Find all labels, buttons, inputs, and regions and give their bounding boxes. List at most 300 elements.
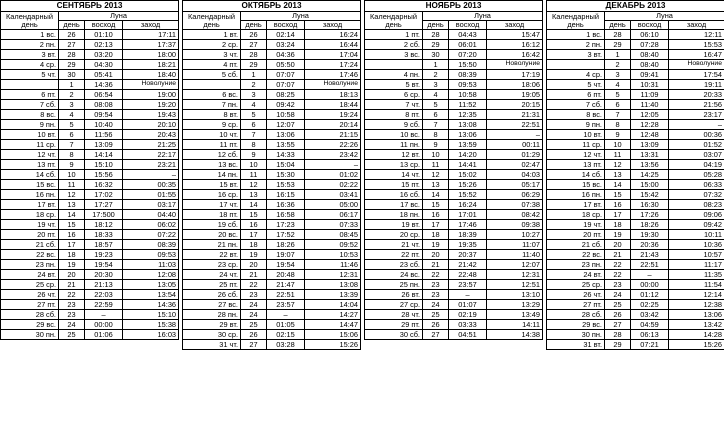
calendar-day: 26 чт. — [547, 290, 605, 300]
table-row — [365, 260, 543, 270]
month-title: ДЕКАБРЬ 2013 — [547, 1, 724, 12]
calendar-day: 4 пт. — [183, 60, 241, 70]
moonset-time: 13:49 — [487, 310, 543, 320]
lunar-day: 16 — [605, 200, 631, 210]
lunar-day: 13 — [241, 190, 267, 200]
moonrise-time: 10:58 — [267, 110, 305, 120]
calendar-day: 7 сб. — [1, 100, 59, 110]
lunar-day: 28 — [605, 330, 631, 340]
moon-day-header: день — [605, 21, 631, 30]
lunar-day: 25 — [605, 300, 631, 310]
moonset-time: – — [305, 160, 361, 170]
moonrise-time: 08:25 — [267, 90, 305, 100]
moonset-time: – — [123, 170, 179, 180]
lunar-day: 29 — [605, 340, 631, 350]
calendar-day: 27 вс. — [183, 300, 241, 310]
calendar-day: 7 чт. — [365, 100, 423, 110]
moonrise-time: – — [267, 310, 305, 320]
moonset-time: 02:47 — [487, 160, 543, 170]
moonset-time: 11:03 — [123, 260, 179, 270]
day-header: Календарный день — [1, 12, 59, 30]
moonrise-time: 09:53 — [449, 80, 487, 90]
calendar-day: 22 вс. — [1, 250, 59, 260]
lunar-day: 3 — [241, 90, 267, 100]
moonrise-time: 02:13 — [85, 40, 123, 50]
table-row — [183, 60, 361, 70]
moonrise-time: – — [449, 290, 487, 300]
lunar-day: 27 — [241, 340, 267, 350]
table-row — [1, 290, 179, 300]
calendar-day: 8 пт. — [365, 110, 423, 120]
lunar-day: 27 — [423, 330, 449, 340]
lunar-day: 8 — [605, 120, 631, 130]
moonrise-time: 10:58 — [449, 90, 487, 100]
moonrise-time: 07:21 — [631, 340, 669, 350]
lunar-day: 21 — [59, 280, 85, 290]
day-header: Календарный день — [547, 12, 605, 30]
moonset-time: 19:43 — [123, 110, 179, 120]
moonrise-time: – — [85, 310, 123, 320]
calendar-day: 19 чт. — [547, 220, 605, 230]
moonset-time: 08:39 — [123, 240, 179, 250]
calendar-day: 6 пт. — [547, 90, 605, 100]
lunar-day: 24 — [59, 320, 85, 330]
lunar-day: 8 — [241, 140, 267, 150]
moonrise-time: 17:23 — [267, 220, 305, 230]
calendar-day: 19 чт. — [1, 220, 59, 230]
moonrise-time: 05:41 — [85, 70, 123, 80]
moonset-time: 00:35 — [123, 180, 179, 190]
moonset-time: 07:22 — [123, 230, 179, 240]
moonset-time: 13:05 — [123, 280, 179, 290]
table-row — [365, 140, 543, 150]
moonset-time: 23:21 — [123, 160, 179, 170]
calendar-day: 4 ср. — [1, 60, 59, 70]
table-row — [183, 250, 361, 260]
lunar-day: 4 — [241, 100, 267, 110]
moonset-time: 17:24 — [305, 60, 361, 70]
calendar-day: 24 вт. — [1, 270, 59, 280]
calendar-day: 3 вт. — [547, 50, 605, 60]
table-row — [1, 320, 179, 330]
day-header: Календарный день — [183, 12, 241, 30]
table-row — [547, 90, 724, 100]
moonrise-time: 12:28 — [631, 120, 669, 130]
calendar-day: 4 ср. — [547, 70, 605, 80]
table-row — [365, 330, 543, 340]
lunar-day: 27 — [59, 40, 85, 50]
moonset-time: 18:40 — [123, 70, 179, 80]
moonrise-time: 22:59 — [85, 300, 123, 310]
moonrise-header: восход — [267, 21, 305, 30]
moonrise-time: 17:26 — [631, 210, 669, 220]
moonset-time: 16:24 — [305, 30, 361, 40]
calendar-day: 3 чт. — [183, 50, 241, 60]
lunar-day: 8 — [423, 130, 449, 140]
moonset-time: 02:22 — [305, 180, 361, 190]
moonrise-time: 16:15 — [267, 190, 305, 200]
table-row — [365, 200, 543, 210]
moonrise-time: 13:56 — [631, 160, 669, 170]
calendar-day — [1, 80, 59, 90]
lunar-day: 7 — [241, 130, 267, 140]
moonset-time: 06:29 — [487, 190, 543, 200]
moonset-time: 01:55 — [123, 190, 179, 200]
lunar-day: 28 — [423, 30, 449, 40]
moonrise-time: 15:56 — [85, 170, 123, 180]
moonrise-time: 19:54 — [85, 260, 123, 270]
table-row — [1, 70, 179, 80]
lunar-day: 20 — [59, 270, 85, 280]
table-row — [365, 300, 543, 310]
lunar-day: 2 — [241, 80, 267, 90]
lunar-day: 23 — [423, 280, 449, 290]
month-table — [546, 0, 724, 350]
table-row — [1, 240, 179, 250]
moonset-time: 13:39 — [305, 290, 361, 300]
table-row — [547, 80, 724, 90]
calendar-day: 1 пт. — [365, 30, 423, 40]
moonrise-time: 09:42 — [267, 100, 305, 110]
calendar-day: 14 чт. — [365, 170, 423, 180]
moonrise-time: 13:06 — [449, 130, 487, 140]
table-row — [547, 120, 724, 130]
lunar-day: 15 — [241, 210, 267, 220]
lunar-day: 23 — [241, 290, 267, 300]
moonset-time: 04:19 — [669, 160, 724, 170]
table-row — [547, 230, 724, 240]
moonset-time: 10:11 — [669, 230, 724, 240]
moonrise-time: 09:54 — [85, 110, 123, 120]
table-row — [183, 150, 361, 160]
calendar-day: 10 вс. — [365, 130, 423, 140]
lunar-day: 3 — [59, 100, 85, 110]
moonset-time: 12:11 — [669, 30, 724, 40]
table-row — [365, 320, 543, 330]
moonrise-time: 15:00 — [631, 180, 669, 190]
moonrise-time: 12:48 — [631, 130, 669, 140]
moonset-time: 11:07 — [487, 240, 543, 250]
moonset-time: 13:42 — [669, 320, 724, 330]
lunar-day: 21 — [423, 260, 449, 270]
calendar-day: 25 пт. — [183, 280, 241, 290]
calendar-day: 16 пн. — [1, 190, 59, 200]
lunar-day: 9 — [423, 140, 449, 150]
calendar-day: 23 пн. — [547, 260, 605, 270]
calendar-day: 8 вт. — [183, 110, 241, 120]
table-row — [547, 140, 724, 150]
table-row — [365, 90, 543, 100]
moonrise-time: 17:500 — [85, 210, 123, 220]
moonrise-time: 04:43 — [449, 30, 487, 40]
moonrise-time: 02:25 — [631, 300, 669, 310]
month-title: ОКТЯБРЬ 2013 — [183, 1, 361, 12]
table-row — [183, 30, 361, 40]
moonset-time: 12:08 — [123, 270, 179, 280]
table-row — [183, 340, 361, 350]
lunar-day: 5 — [423, 100, 449, 110]
moonset-time: 01:29 — [487, 150, 543, 160]
lunar-day: 17 — [241, 230, 267, 240]
moonrise-time: 05:50 — [267, 60, 305, 70]
table-row — [365, 150, 543, 160]
lunar-day: 16 — [423, 210, 449, 220]
moonrise-time: 15:42 — [631, 190, 669, 200]
moonrise-time: 06:01 — [449, 40, 487, 50]
moonrise-time: 22:48 — [449, 270, 487, 280]
lunar-day: 22 — [605, 260, 631, 270]
calendar-day: 28 пн. — [183, 310, 241, 320]
moonset-time: 15:26 — [305, 340, 361, 350]
moonset-time: 17:37 — [123, 40, 179, 50]
moonrise-time: 01:05 — [267, 320, 305, 330]
moonset-time: 00:11 — [487, 140, 543, 150]
moonrise-time: 19:07 — [267, 250, 305, 260]
moonrise-time: 18:26 — [631, 220, 669, 230]
table-row — [547, 210, 724, 220]
moonset-time: 12:14 — [669, 290, 724, 300]
moonrise-time: 18:57 — [85, 240, 123, 250]
table-row — [547, 60, 724, 70]
table-row — [365, 110, 543, 120]
lunar-day: 9 — [605, 130, 631, 140]
table-row — [365, 30, 543, 40]
moonrise-time: 08:39 — [449, 70, 487, 80]
moonset-time: 03:17 — [123, 200, 179, 210]
table-row — [1, 160, 179, 170]
moonset-time: 05:17 — [487, 180, 543, 190]
table-row — [183, 140, 361, 150]
moonrise-time: 11:09 — [631, 90, 669, 100]
moonset-time: 01:52 — [669, 140, 724, 150]
moonset-time: 06:17 — [305, 210, 361, 220]
moonset-time: Новолуние — [669, 60, 724, 70]
lunar-day: 7 — [605, 110, 631, 120]
moonset-time: 12:38 — [669, 300, 724, 310]
moonset-time: 03:41 — [305, 190, 361, 200]
lunar-day: 21 — [605, 250, 631, 260]
table-row — [365, 280, 543, 290]
calendar-day: 2 пн. — [1, 40, 59, 50]
moonrise-time: 15:53 — [267, 180, 305, 190]
calendar-day: 15 пт. — [365, 180, 423, 190]
lunar-day: 2 — [605, 60, 631, 70]
table-row — [365, 250, 543, 260]
calendar-day: 17 чт. — [183, 200, 241, 210]
moonrise-time: 15:04 — [267, 160, 305, 170]
lunar-day: 14 — [59, 210, 85, 220]
calendar-day: 25 ср. — [547, 280, 605, 290]
moonrise-time: 07:07 — [267, 70, 305, 80]
moonset-time: 09:38 — [487, 220, 543, 230]
lunar-day: 6 — [241, 120, 267, 130]
lunar-day: 24 — [423, 300, 449, 310]
table-row — [547, 170, 724, 180]
moonset-time: Новолуние — [123, 80, 179, 90]
moonset-time: 17:19 — [487, 70, 543, 80]
moonset-time: 09:53 — [123, 250, 179, 260]
lunar-day: 10 — [423, 150, 449, 160]
calendar-day: 14 пн. — [183, 170, 241, 180]
calendar-day: 28 сб. — [1, 310, 59, 320]
table-row — [183, 190, 361, 200]
table-row — [547, 280, 724, 290]
lunar-day: 26 — [241, 330, 267, 340]
moonset-time: 20:14 — [305, 120, 361, 130]
moonrise-time: 11:52 — [449, 100, 487, 110]
lunar-day: 12 — [59, 190, 85, 200]
moonrise-time: 01:07 — [449, 300, 487, 310]
calendar-day: 31 вт. — [547, 340, 605, 350]
moonrise-time: 13:31 — [631, 150, 669, 160]
moonset-header: заход — [487, 21, 543, 30]
moonrise-time: 15:50 — [449, 60, 487, 70]
lunar-day: 19 — [605, 230, 631, 240]
calendar-day: 4 пн. — [365, 70, 423, 80]
calendar-day: 12 чт. — [1, 150, 59, 160]
moonrise-header: восход — [449, 21, 487, 30]
lunar-day: 14 — [423, 190, 449, 200]
moonset-time: 14:11 — [487, 320, 543, 330]
calendar-day: 30 пн. — [1, 330, 59, 340]
lunar-day: 1 — [605, 50, 631, 60]
moonset-time: 18:06 — [487, 80, 543, 90]
lunar-day: 2 — [59, 90, 85, 100]
moonrise-time: 12:07 — [267, 120, 305, 130]
calendar-day: 30 пн. — [547, 330, 605, 340]
table-row — [547, 310, 724, 320]
moonrise-time: 21:42 — [449, 260, 487, 270]
table-row — [547, 240, 724, 250]
lunar-day: 10 — [59, 170, 85, 180]
table-row — [183, 230, 361, 240]
table-row — [365, 170, 543, 180]
moonrise-time: 22:03 — [85, 290, 123, 300]
lunar-day: 18 — [423, 230, 449, 240]
calendar-day: 14 сб. — [1, 170, 59, 180]
table-row — [1, 210, 179, 220]
moonset-time: 19:20 — [123, 100, 179, 110]
calendar-day: 13 пт. — [1, 160, 59, 170]
month-title: НОЯБРЬ 2013 — [365, 1, 543, 12]
moonset-time: 06:33 — [669, 180, 724, 190]
calendar-day: 1 вс. — [1, 30, 59, 40]
table-row — [547, 330, 724, 340]
moonset-time: 09:06 — [669, 210, 724, 220]
lunar-day: 14 — [605, 180, 631, 190]
moonrise-time: 02:15 — [267, 330, 305, 340]
table-row — [183, 70, 361, 80]
table-row — [183, 160, 361, 170]
moonset-time: 14:36 — [123, 300, 179, 310]
table-row — [547, 110, 724, 120]
lunar-day: 23 — [423, 290, 449, 300]
table-row — [183, 50, 361, 60]
calendar-day: 5 чт. — [1, 70, 59, 80]
lunar-day: 18 — [241, 240, 267, 250]
lunar-day: 20 — [605, 240, 631, 250]
table-row — [547, 190, 724, 200]
calendar-day: 3 вт. — [1, 50, 59, 60]
calendar-day: 19 сб. — [183, 220, 241, 230]
calendar-day: 24 чт. — [183, 270, 241, 280]
lunar-day: 30 — [423, 50, 449, 60]
moonset-time: 07:33 — [305, 220, 361, 230]
table-row — [547, 270, 724, 280]
table-row — [1, 230, 179, 240]
table-row — [183, 100, 361, 110]
calendar-day: 2 сб. — [365, 40, 423, 50]
lunar-day: 22 — [59, 290, 85, 300]
table-row — [365, 240, 543, 250]
table-row — [183, 270, 361, 280]
calendar-day: 29 вт. — [183, 320, 241, 330]
lunar-day: 4 — [423, 90, 449, 100]
month-title: СЕНТЯБРЬ 2013 — [1, 1, 179, 12]
lunar-day: 28 — [605, 30, 631, 40]
table-row — [1, 300, 179, 310]
moonset-time: 04:03 — [487, 170, 543, 180]
moonset-time: 11:35 — [669, 270, 724, 280]
moonrise-time: 03:24 — [267, 40, 305, 50]
table-row — [1, 80, 179, 90]
moonrise-time: 16:58 — [267, 210, 305, 220]
calendar-day: 12 вт. — [365, 150, 423, 160]
lunar-day: 28 — [59, 50, 85, 60]
table-row — [183, 220, 361, 230]
moon-day-header: день — [423, 21, 449, 30]
moonrise-time: 00:00 — [631, 280, 669, 290]
calendar-day: 28 сб. — [547, 310, 605, 320]
table-row — [547, 340, 724, 350]
table-row — [1, 60, 179, 70]
moonrise-time: 07:07 — [267, 80, 305, 90]
moonset-time: 05:00 — [305, 200, 361, 210]
moonrise-header: восход — [631, 21, 669, 30]
calendar-day: 22 пт. — [365, 250, 423, 260]
lunar-day: 11 — [241, 170, 267, 180]
calendar-day: 29 пт. — [365, 320, 423, 330]
lunar-day: 29 — [241, 60, 267, 70]
moonrise-time: 20:36 — [631, 240, 669, 250]
table-row — [183, 130, 361, 140]
table-row — [365, 50, 543, 60]
lunar-day: 5 — [241, 110, 267, 120]
lunar-day: 2 — [423, 70, 449, 80]
table-row — [1, 40, 179, 50]
table-row — [183, 330, 361, 340]
calendar-day: 21 сб. — [1, 240, 59, 250]
moonrise-time: 01:12 — [631, 290, 669, 300]
table-row — [183, 210, 361, 220]
lunar-day: 6 — [423, 110, 449, 120]
moonrise-time: 23:57 — [449, 280, 487, 290]
moonset-time: 21:31 — [487, 110, 543, 120]
calendar-day: 9 пн. — [547, 120, 605, 130]
lunar-day: 15 — [59, 220, 85, 230]
lunar-day: 4 — [59, 110, 85, 120]
moonrise-time: 08:40 — [631, 50, 669, 60]
table-row — [1, 100, 179, 110]
table-row — [183, 110, 361, 120]
table-row — [365, 60, 543, 70]
moonset-time: 16:47 — [669, 50, 724, 60]
moonrise-time: 03:33 — [449, 320, 487, 330]
lunar-day: 10 — [605, 140, 631, 150]
moonrise-time: 17:01 — [449, 210, 487, 220]
table-row — [365, 80, 543, 90]
moonset-time: 14:38 — [487, 330, 543, 340]
